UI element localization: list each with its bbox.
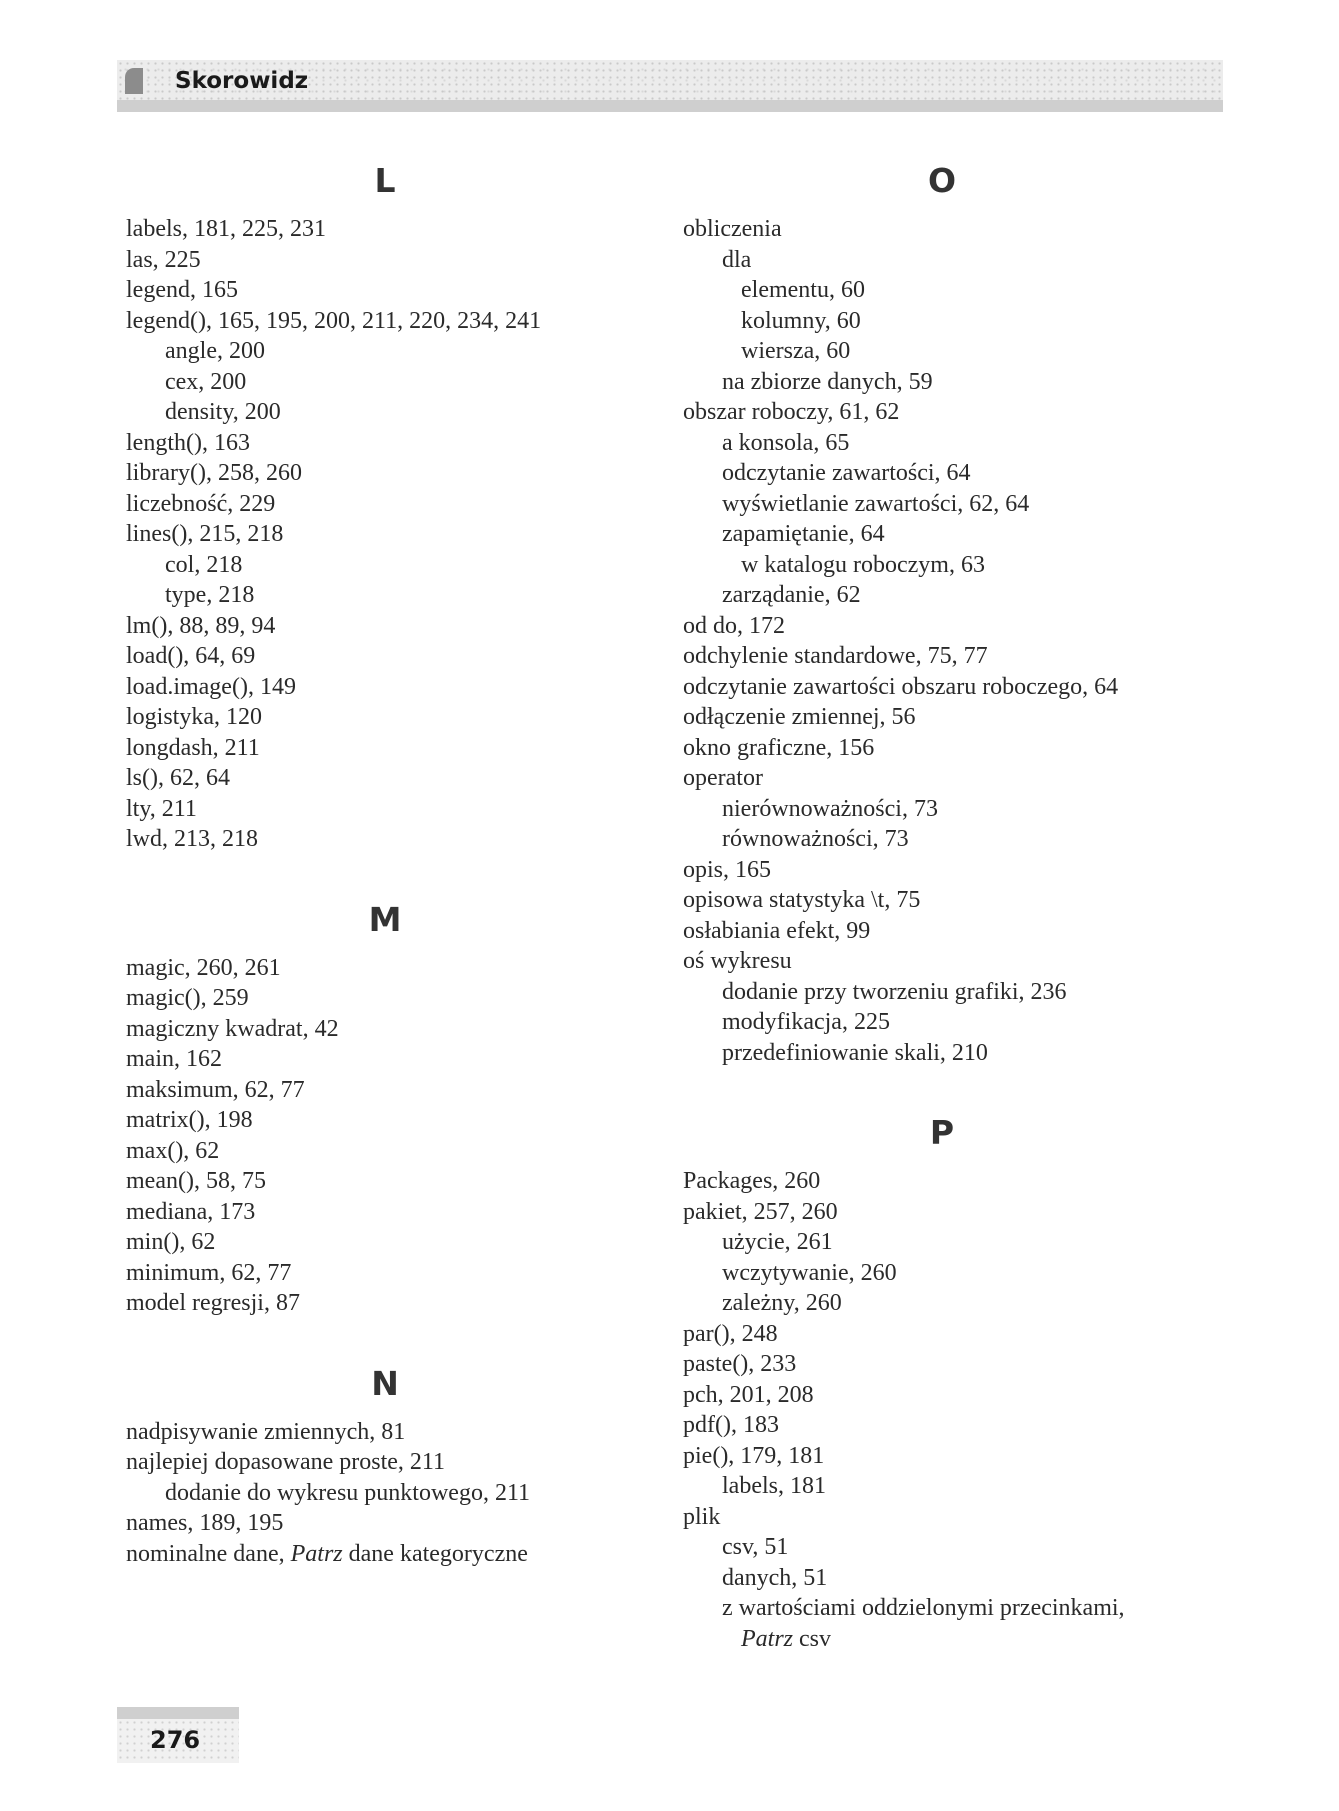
header-rule — [117, 100, 1223, 112]
entry-text: type, 218 — [165, 582, 255, 608]
index-entry — [126, 824, 646, 855]
index-entry — [126, 1227, 646, 1258]
index-entry — [683, 275, 1223, 306]
entry-text: plik — [683, 1503, 721, 1530]
entry-text: opisowa statystyka \t, 75 — [683, 887, 921, 913]
index-entry-list — [126, 214, 646, 855]
entry-text: z wartościami oddzielonymi przecinkami, — [722, 1595, 1125, 1621]
index-entry — [683, 1593, 1223, 1624]
entry-text: cex, 200 — [165, 368, 247, 395]
section-letter: L — [374, 161, 396, 200]
index-entry-list — [683, 214, 1223, 1068]
entry-text: matrix(), 198 — [126, 1107, 253, 1133]
entry-text: Packages, 260 — [683, 1168, 821, 1194]
entry-text: magic(), 259 — [126, 985, 249, 1011]
entry-text: elementu, 60 — [741, 277, 865, 303]
entry-text: names, 189, 195 — [126, 1510, 284, 1536]
index-entry-list — [683, 1166, 1223, 1654]
index-entry — [683, 1624, 1223, 1655]
entry-text: odczytanie zawartości, 64 — [722, 460, 971, 486]
index-entry — [683, 733, 1223, 764]
entry-text: odchylenie standardowe, 75, 77 — [683, 643, 988, 669]
index-entry — [126, 1105, 646, 1136]
entry-text: maksimum, 62, 77 — [126, 1076, 305, 1103]
index-entry — [126, 1539, 646, 1570]
index-entry — [683, 916, 1223, 947]
entry-see-reference: Patrz — [290, 1540, 343, 1567]
index-entry — [683, 1288, 1223, 1319]
entry-text: lty, 211 — [126, 795, 197, 822]
entry-text: dodanie do wykresu punktowego, 211 — [165, 1479, 531, 1506]
entry-text: labels, 181 — [722, 1473, 826, 1499]
index-entry — [683, 794, 1223, 825]
section-gap — [126, 1319, 646, 1363]
entry-text: library(), 258, 260 — [126, 460, 302, 486]
index-entry — [683, 885, 1223, 916]
index-entry — [683, 489, 1223, 520]
entry-text: pdf(), 183 — [683, 1412, 779, 1438]
entry-text: odłączenie zmiennej, 56 — [683, 704, 916, 730]
index-entry — [683, 1166, 1223, 1197]
entry-text: nierównoważności, 73 — [722, 795, 938, 822]
index-entry — [683, 336, 1223, 367]
header-title: Skorowidz — [175, 68, 309, 94]
index-entry — [683, 580, 1223, 611]
index-entry — [683, 1038, 1223, 1069]
index-entry — [683, 1380, 1223, 1411]
index-entry — [683, 1410, 1223, 1441]
entry-text: na zbiorze danych, 59 — [722, 368, 933, 395]
index-entry — [683, 1319, 1223, 1350]
entry-text: model regresji, 87 — [126, 1290, 300, 1316]
entry-text: legend, 165 — [126, 277, 238, 303]
entry-text: magiczny kwadrat, 42 — [126, 1015, 339, 1042]
entry-text: wiersza, 60 — [741, 338, 851, 364]
index-entry — [683, 397, 1223, 428]
index-entry — [126, 611, 646, 642]
entry-text: przedefiniowanie skali, 210 — [722, 1039, 988, 1066]
index-entry — [126, 1288, 646, 1319]
section-letter: P — [929, 1113, 955, 1152]
entry-text: wyświetlanie zawartości, 62, 64 — [722, 490, 1030, 517]
index-entry — [126, 397, 646, 428]
running-header — [117, 60, 1223, 112]
index-entry — [683, 824, 1223, 855]
entry-text: najlepiej dopasowane proste, 211 — [126, 1449, 446, 1475]
index-entry-list — [126, 953, 646, 1319]
index-entry — [126, 489, 646, 520]
section-gap — [126, 855, 646, 899]
entry-see-target: csv — [793, 1625, 832, 1652]
entry-text: main, 162 — [126, 1046, 222, 1072]
entry-text: pie(), 179, 181 — [683, 1442, 825, 1469]
index-entry — [126, 275, 646, 306]
entry-text: logistyka, 120 — [126, 704, 262, 730]
index-entry — [683, 855, 1223, 886]
index-entry — [126, 1417, 646, 1448]
index-entry — [126, 306, 646, 337]
entry-text: lm(), 88, 89, 94 — [126, 612, 276, 639]
entry-text: csv, 51 — [722, 1534, 789, 1560]
index-entry — [683, 1197, 1223, 1228]
entry-text: minimum, 62, 77 — [126, 1259, 292, 1286]
section-letter: O — [927, 161, 957, 200]
index-entry-list — [126, 1417, 646, 1570]
entry-text: użycie, 261 — [722, 1229, 833, 1255]
entry-text: angle, 200 — [165, 338, 265, 364]
index-entry — [683, 763, 1223, 794]
entry-text: density, 200 — [165, 399, 281, 425]
index-entry — [683, 702, 1223, 733]
index-entry — [126, 367, 646, 398]
index-entry — [683, 672, 1223, 703]
entry-text: obliczenia — [683, 216, 782, 242]
entry-text: danych, 51 — [722, 1564, 828, 1591]
entry-text: mediana, 173 — [126, 1198, 256, 1225]
entry-text: liczebność, 229 — [126, 490, 276, 517]
entry-see-target: dane kategoryczne — [342, 1540, 528, 1567]
index-entry — [126, 1075, 646, 1106]
index-entry — [126, 519, 646, 550]
entry-text: par(), 248 — [683, 1320, 778, 1347]
index-entry — [683, 977, 1223, 1008]
entry-text: nominalne dane, — [126, 1540, 291, 1567]
index-entry — [683, 550, 1223, 581]
entry-text: legend(), 165, 195, 200, 211, 220, 234, 241 — [126, 307, 542, 334]
index-entry — [126, 794, 646, 825]
entry-text: las, 225 — [126, 246, 201, 273]
index-entry — [683, 306, 1223, 337]
index-entry — [683, 1502, 1223, 1533]
entry-text: col, 218 — [165, 551, 243, 578]
index-entry — [683, 1471, 1223, 1502]
index-entry — [683, 428, 1223, 459]
entry-text: osłabiania efekt, 99 — [683, 917, 871, 944]
index-entry — [126, 1478, 646, 1509]
entry-text: load(), 64, 69 — [126, 643, 256, 669]
entry-text: operator — [683, 765, 763, 791]
entry-text: równoważności, 73 — [722, 826, 909, 852]
index-entry — [126, 672, 646, 703]
entry-text: modyfikacja, 225 — [722, 1009, 890, 1035]
entry-text: min(), 62 — [126, 1229, 216, 1255]
index-entry — [683, 1441, 1223, 1472]
index-entry — [683, 1532, 1223, 1563]
entry-text: zapamiętanie, 64 — [722, 521, 885, 547]
entry-text: nadpisywanie zmiennych, 81 — [126, 1418, 406, 1445]
index-entry — [126, 1014, 646, 1045]
page-number: 276 — [150, 1726, 201, 1754]
index-entry — [126, 336, 646, 367]
index-entry — [126, 1508, 646, 1539]
index-entry — [683, 946, 1223, 977]
entry-text: od do, 172 — [683, 612, 785, 639]
entry-text: pch, 201, 208 — [683, 1381, 814, 1408]
index-entry — [683, 519, 1223, 550]
entry-text: max(), 62 — [126, 1137, 220, 1164]
section-letter: M — [368, 899, 402, 939]
index-entry — [126, 1136, 646, 1167]
index-column-right — [683, 160, 1223, 1654]
index-column-left — [126, 160, 646, 1569]
index-entry — [126, 983, 646, 1014]
index-entry — [126, 580, 646, 611]
index-entry — [126, 1258, 646, 1289]
entry-text: okno graficzne, 156 — [683, 734, 875, 761]
index-entry — [683, 367, 1223, 398]
header-tab-marker — [125, 68, 143, 94]
entry-see-reference: Patrz — [741, 1625, 794, 1652]
index-entry — [126, 1044, 646, 1075]
entry-text: magic, 260, 261 — [126, 954, 281, 981]
index-entry — [126, 1447, 646, 1478]
entry-text: obszar roboczy, 61, 62 — [683, 399, 900, 425]
entry-text: a konsola, 65 — [722, 429, 850, 456]
index-entry — [126, 702, 646, 733]
entry-text: dodanie przy tworzeniu grafiki, 236 — [722, 978, 1067, 1005]
entry-text: wczytywanie, 260 — [722, 1259, 897, 1286]
entry-text: mean(), 58, 75 — [126, 1168, 266, 1194]
entry-text: load.image(), 149 — [126, 673, 296, 700]
entry-text: dla — [722, 246, 752, 273]
index-entry — [126, 641, 646, 672]
entry-text: zarządanie, 62 — [722, 582, 861, 608]
index-entry — [683, 458, 1223, 489]
index-entry — [126, 733, 646, 764]
entry-text: longdash, 211 — [126, 734, 260, 761]
entry-text: pakiet, 257, 260 — [683, 1198, 838, 1225]
index-entry — [683, 1227, 1223, 1258]
entry-text: lwd, 213, 218 — [126, 826, 258, 852]
index-entry — [683, 611, 1223, 642]
entry-text: length(), 163 — [126, 429, 250, 456]
index-entry — [126, 245, 646, 276]
index-entry — [126, 1197, 646, 1228]
footer-bar — [117, 1707, 239, 1719]
index-entry — [126, 458, 646, 489]
index-entry — [683, 1007, 1223, 1038]
index-entry — [683, 641, 1223, 672]
section-gap — [683, 1068, 1223, 1112]
entry-text: paste(), 233 — [683, 1351, 797, 1377]
index-entry — [683, 214, 1223, 245]
entry-text: zależny, 260 — [722, 1290, 842, 1316]
index-entry — [126, 1166, 646, 1197]
entry-text: opis, 165 — [683, 856, 772, 883]
entry-text: w katalogu roboczym, 63 — [741, 551, 985, 578]
entry-text: lines(), 215, 218 — [126, 521, 284, 547]
index-entry — [683, 1349, 1223, 1380]
index-entry — [126, 953, 646, 984]
entry-text: labels, 181, 225, 231 — [126, 216, 326, 242]
index-entry — [683, 1563, 1223, 1594]
index-entry — [683, 1258, 1223, 1289]
entry-text: kolumny, 60 — [741, 307, 861, 334]
entry-text: ls(), 62, 64 — [126, 765, 230, 791]
section-letter: N — [371, 1363, 399, 1403]
index-entry — [126, 763, 646, 794]
index-entry — [126, 214, 646, 245]
index-entry — [126, 428, 646, 459]
index-entry — [126, 550, 646, 581]
entry-text: odczytanie zawartości obszaru roboczego, 64 — [683, 673, 1119, 700]
entry-text: oś wykresu — [683, 948, 792, 974]
index-entry — [683, 245, 1223, 276]
